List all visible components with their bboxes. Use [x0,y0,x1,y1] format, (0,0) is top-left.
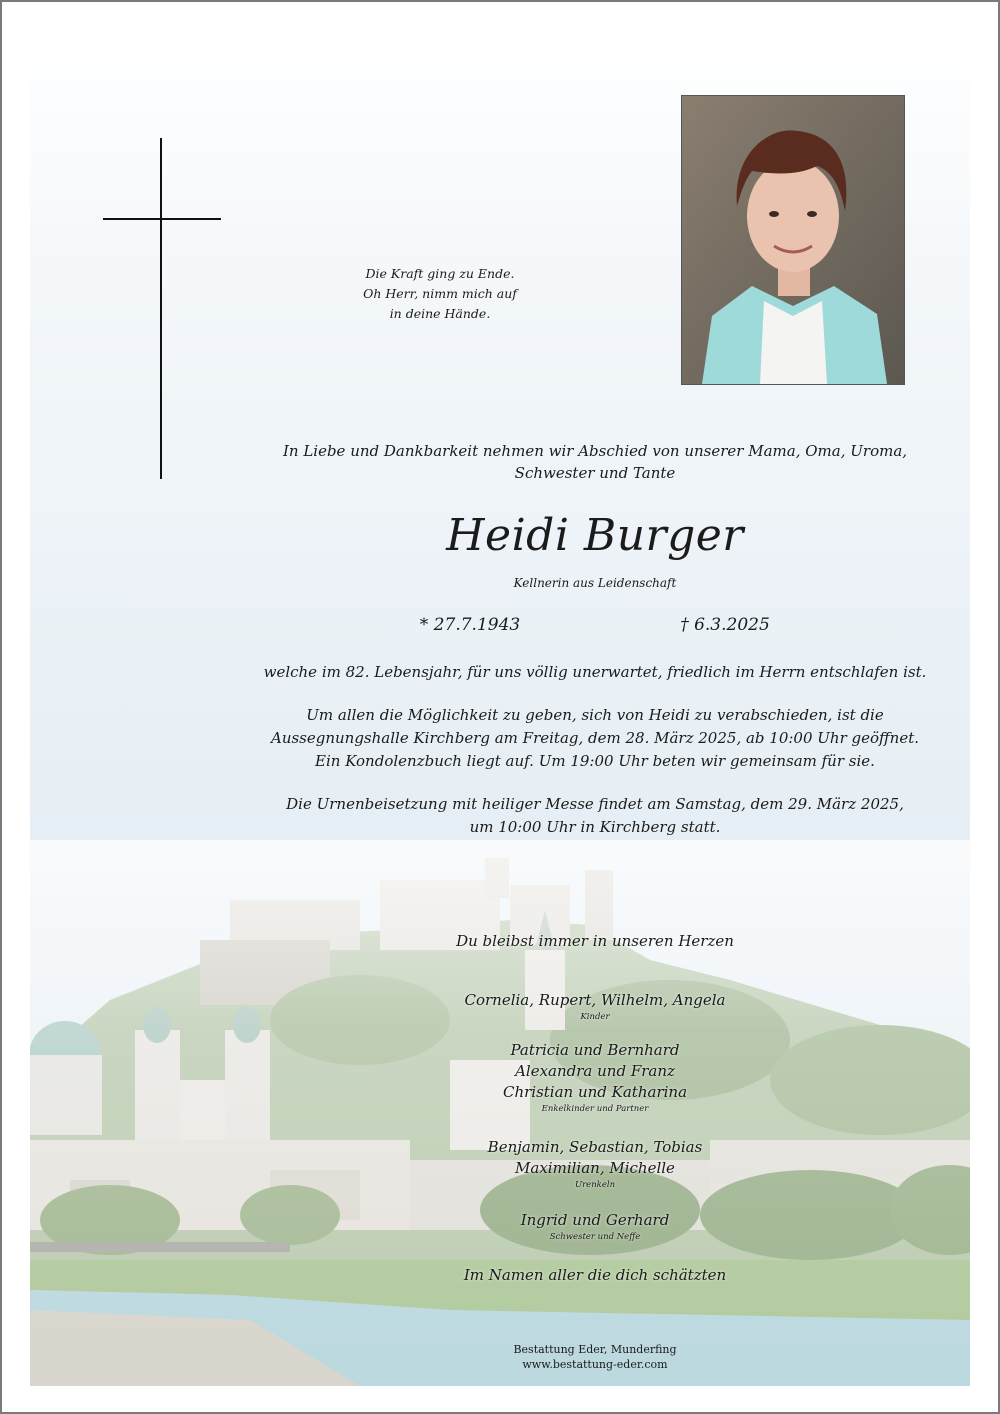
paragraph-line: Um allen die Möglichkeit zu geben, sich von Heidi zu verabschieden, ist die [306,706,884,724]
occupation: Kellnerin aus Leidenschaft [513,576,677,590]
mourner-names: Christian und Katharina [502,1083,688,1101]
mourner-group-grandchildren [400,1040,790,1115]
burial-paragraph [250,793,940,839]
closing-text: Im Namen aller die dich schätzten [463,1266,727,1284]
mourner-names: Ingrid und Gerhard [520,1211,670,1229]
death-date: † 6.3.2025 [680,615,770,635]
intro-line: Schwester und Tante [514,464,676,482]
funeral-home-footer [400,1342,790,1372]
mourner-group-sister [400,1210,790,1243]
mourner-names: Patricia und Bernhard [510,1041,680,1059]
mourner-role: Enkelkinder und Partner [541,1104,649,1114]
mourner-names: Alexandra und Franz [515,1062,675,1080]
paragraph-line: welche im 82. Lebensjahr, für uns völlig unerwartet, friedlich im Herrn entschlafen ist. [263,663,927,681]
intro-line: In Liebe und Dankbarkeit nehmen wir Abschied von unserer Mama, Oma, Uroma, [282,442,908,460]
funeral-home-name: Bestattung Eder, Munderfing [513,1343,677,1356]
intro-text [250,440,940,484]
mourner-group-children [400,990,790,1023]
paragraph-line: Aussegnungshalle Kirchberg am Freitag, dem 28. März 2025, ab 10:00 Uhr geöffnet. [270,729,919,747]
paragraph-line: Die Urnenbeisetzung mit heiliger Messe findet am Samstag, dem 29. März 2025, [286,795,904,813]
mourner-names: Maximilian, Michelle [515,1159,675,1177]
mourner-role: Urenkeln [574,1180,616,1190]
closing-line [400,1266,790,1284]
funeral-home-website: www.bestattung-eder.com [522,1358,668,1371]
mourner-names: Benjamin, Sebastian, Tobias [487,1138,703,1156]
paragraph-line: um 10:00 Uhr in Kirchberg statt. [469,818,721,836]
farewell-paragraph [250,704,940,773]
birth-date: * 27.7.1943 [419,615,521,635]
motto [400,932,790,950]
mourner-group-great-grandchildren [400,1137,790,1191]
announcement-paragraph [250,661,940,684]
verse [340,264,540,324]
mourner-role: Schwester und Neffe [549,1232,641,1242]
verse-line: Die Kraft ging zu Ende. [365,266,515,281]
verse-line: in deine Hände. [389,306,491,321]
deceased-name: Heidi Burger [446,510,744,561]
portrait-photo [681,95,905,385]
verse-line: Oh Herr, nimm mich auf [363,286,517,301]
paragraph-line: Ein Kondolenzbuch liegt auf. Um 19:00 Uhr beten wir gemeinsam für sie. [315,752,875,770]
mourner-names: Cornelia, Rupert, Wilhelm, Angela [464,991,726,1009]
motto-text: Du bleibst immer in unseren Herzen [456,932,734,950]
mourner-role: Kinder [580,1012,610,1022]
